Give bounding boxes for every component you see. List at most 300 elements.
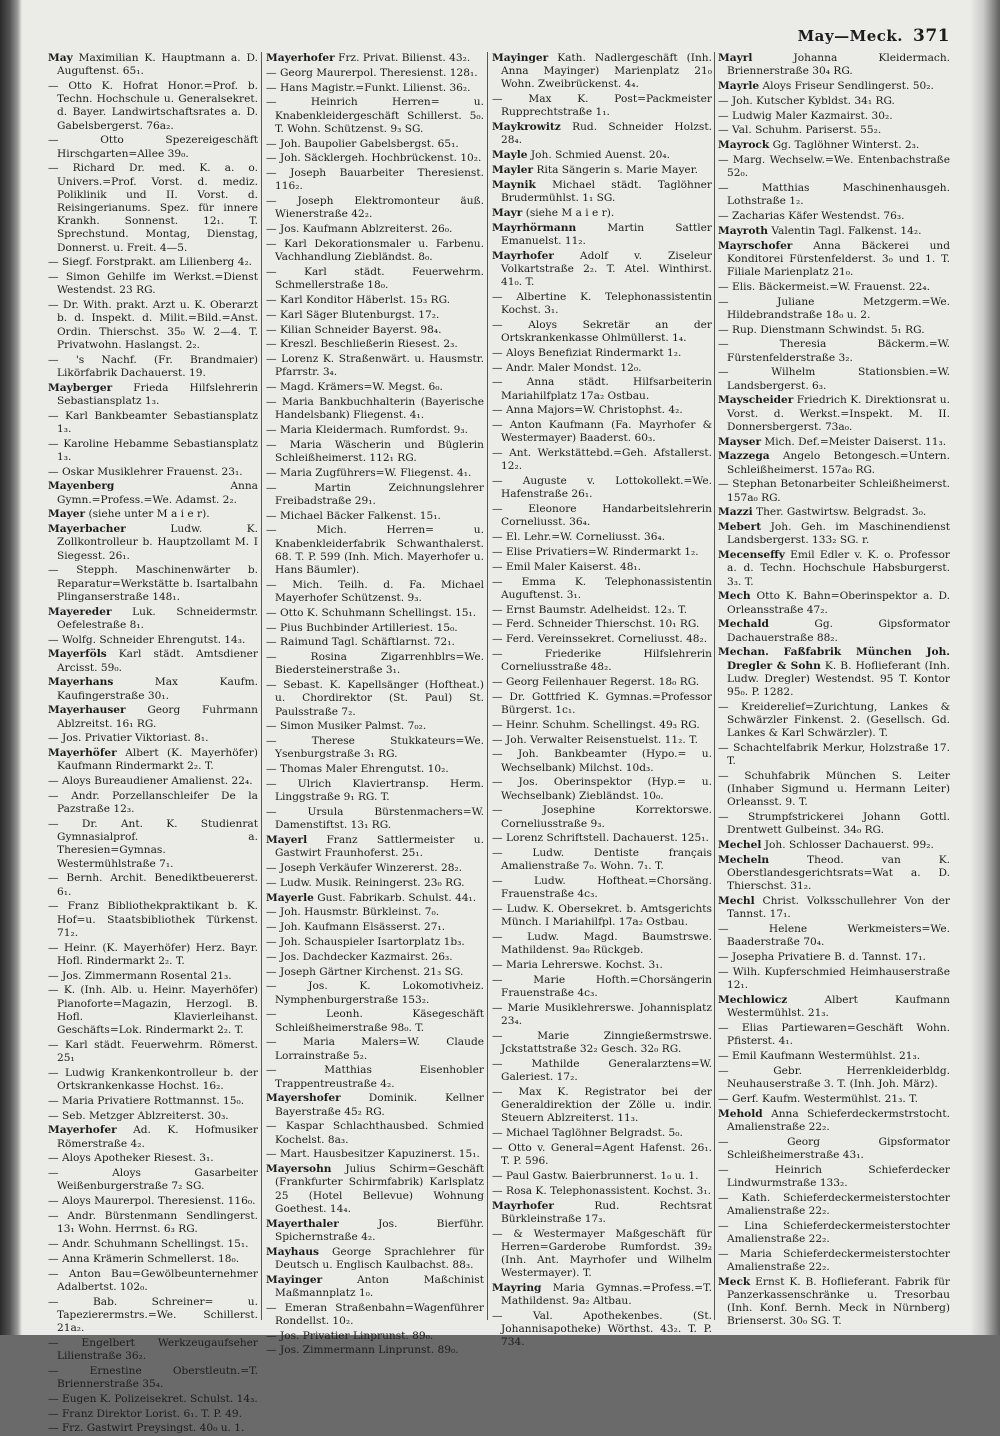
entry-text: — Simon Gehilfe im Werkst.=Dienst Westendst. 23 RG. bbox=[48, 271, 258, 297]
directory-entry bbox=[266, 720, 484, 733]
entry-text: Max Kaufm. Kaufingerstraße 30₁. bbox=[57, 676, 258, 702]
entry-text: — Michael Bäcker Falkenst. 15₁. bbox=[266, 509, 441, 522]
entry-text: — Karl Säger Blutenburgst. 17₂. bbox=[266, 308, 440, 321]
entry-text: Kath. Nadlergeschäft (Inh. Anna Mayinger) Marienplatz 21₀ Wohn. Zweibrückenst. 4₄. bbox=[501, 52, 712, 91]
entry-text: — Kilian Schneider Bayerst. 98₄. bbox=[266, 323, 442, 336]
entry-text: — Maria Zugführers=W. Fliegenst. 4₁. bbox=[266, 466, 472, 479]
entry-text: — Aloys Sekretär an der Ortskrankenkasse Ohlmüllerst. 1₄. bbox=[492, 318, 712, 344]
entry-surname: Mayrhofer bbox=[492, 249, 554, 262]
entry-text: — Joseph Verkäufer Winzererst. 28₂. bbox=[266, 861, 463, 874]
entry-text: — Franz Bibliothekpraktikant b. K. Hof=u. Staatsbibliothek Türkenst. 71₂. bbox=[48, 900, 258, 939]
entry-text: — Maria Lehrerswe. Kochst. 3₁. bbox=[492, 959, 663, 972]
entry-text: — Ferd. Vereinssekret. Corneliusst. 48₂. bbox=[492, 633, 708, 646]
directory-entry bbox=[266, 679, 484, 719]
directory-entry bbox=[266, 1330, 484, 1343]
directory-entry bbox=[48, 732, 258, 745]
directory-entry bbox=[492, 561, 712, 574]
entry-surname: Mayrschofer bbox=[718, 239, 793, 252]
directory-entry bbox=[48, 1408, 258, 1421]
entry-text: — Ernestine Oberstleutn.=T. Briennerstraße 35₄. bbox=[48, 1364, 258, 1391]
entry-text: — Michael Taglöhner Belgradst. 5₀. bbox=[492, 1127, 683, 1140]
entry-text: Anton Maßchinist Maßmannplatz 1₀. bbox=[275, 1273, 485, 1299]
directory-entry bbox=[266, 763, 484, 776]
entry-text: — Auguste v. Lottokollekt.=We. Hafenstraße 26₁. bbox=[492, 475, 712, 501]
entry-text: — Ludw. Magd. Baumstrswe. Mathildenst. 9a₀ Rückgeb. bbox=[492, 931, 712, 957]
entry-text: — Mathilde Generalarztens=W. Galeriest. 17₂. bbox=[492, 1057, 712, 1084]
entry-text: Frz. Privat. Bilienst. 43₂. bbox=[338, 52, 471, 64]
entry-surname: Mechel bbox=[718, 839, 762, 852]
entry-text: — Anton Bau=Gewölbeunternehmer Adalbertst. 102₀. bbox=[48, 1267, 258, 1293]
directory-entry bbox=[718, 1192, 950, 1218]
entry-text: — Strumpfstrickerei Johann Gottl. Drentwett Gulbeinst. 34₀ RG. bbox=[718, 811, 950, 837]
directory-entry bbox=[48, 942, 258, 968]
directory-entry bbox=[492, 1127, 712, 1140]
directory-entry bbox=[492, 475, 712, 501]
directory-entry bbox=[48, 1195, 258, 1208]
directory-entry bbox=[48, 134, 258, 160]
directory-entry bbox=[492, 847, 712, 873]
entry-surname: Mechl bbox=[718, 895, 755, 908]
entry-text: — Emma K. Telephonassistentin Auguftenst. 3₁. bbox=[492, 575, 712, 601]
directory-entry bbox=[266, 238, 484, 264]
directory-entry bbox=[718, 450, 950, 476]
directory-entry bbox=[48, 1238, 258, 1251]
entry-surname: Mayerhöfer bbox=[48, 747, 117, 760]
directory-entry bbox=[492, 618, 712, 631]
directory-entry bbox=[492, 1142, 712, 1168]
entry-text: — Bab. Schreiner= u. Tapezierermstrs.=We. Schillerst. 21a₂. bbox=[48, 1295, 258, 1335]
directory-entry bbox=[48, 1124, 258, 1150]
directory-entry bbox=[718, 1093, 950, 1106]
entry-text: — Jos. Oberinspektor (Hyp.= u. Wechselbank) Ziebländst. 10₀. bbox=[492, 776, 712, 802]
entry-text: (siehe unter M a i e r). bbox=[88, 508, 210, 521]
entry-text: — Jos. Kaufmann Ablzreiterst. 26₀. bbox=[266, 223, 453, 236]
entry-text: — Elis. Bäckermeist.=W. Frauenst. 22₄. bbox=[718, 280, 931, 293]
directory-entry bbox=[492, 149, 712, 162]
entry-surname: Maynik bbox=[492, 178, 536, 191]
directory-entry bbox=[718, 1220, 950, 1246]
entry-text: — Karl städt. Feuerwehrm. Schmellerstraße 18₀. bbox=[266, 265, 484, 292]
entry-text: — Aloys Bureaudiener Amalienst. 22₄. bbox=[48, 775, 253, 788]
entry-text: — Andr. Porzellanschleifer De la Pazstraße 12₃. bbox=[48, 790, 258, 816]
directory-entry bbox=[266, 1163, 484, 1216]
directory-entry bbox=[266, 607, 484, 620]
entry-text: — Elias Partiewaren=Geschäft Wohn. Pfisterst. 4₁. bbox=[718, 1021, 950, 1048]
directory-entry bbox=[492, 164, 712, 177]
directory-entry bbox=[266, 1036, 484, 1062]
directory-entry bbox=[492, 604, 712, 617]
entry-text: — Heinr. Schuhm. Schellingst. 49₃ RG. bbox=[492, 718, 700, 731]
entry-text: — Magd. Krämers=W. Megst. 6₀. bbox=[266, 381, 443, 394]
entry-text: Rud. Schneider Holzst. 28₄. bbox=[501, 121, 712, 147]
entry-surname: Mayerhans bbox=[48, 676, 114, 689]
directory-entry bbox=[266, 1218, 484, 1244]
directory-entry bbox=[266, 862, 484, 875]
directory-entry bbox=[266, 324, 484, 337]
entry-text: — Emil Maler Kaiserst. 48₁. bbox=[492, 560, 642, 573]
directory-entry bbox=[718, 182, 950, 208]
entry-text: Gg. Gipsformator Dachauerstraße 88₂. bbox=[727, 618, 950, 644]
directory-entry bbox=[266, 353, 484, 379]
entry-text: — Mich. Teilh. d. Fa. Michael Mayerhofer Schützenst. 9₃. bbox=[266, 578, 484, 604]
directory-entry bbox=[718, 124, 950, 137]
entry-text: — Rup. Dienstmann Schwindst. 5₁ RG. bbox=[718, 323, 925, 336]
directory-entry bbox=[266, 82, 484, 95]
entry-text: — Karl Konditor Häberlst. 15₃ RG. bbox=[266, 293, 451, 306]
directory-entry bbox=[492, 576, 712, 602]
entry-text: — Anna Krämerin Schmellerst. 18₀. bbox=[48, 1252, 240, 1265]
directory-entry bbox=[492, 52, 712, 92]
directory-entry bbox=[718, 951, 950, 964]
directory-entry bbox=[266, 806, 484, 832]
directory-entry bbox=[492, 1058, 712, 1084]
directory-entry bbox=[492, 503, 712, 529]
running-head-range: May—Meck. bbox=[797, 27, 903, 45]
entry-surname: Mechlowicz bbox=[718, 993, 788, 1006]
entry-text: Franz Sattlermeister u. Gastwirt Fraunhoferst. 25₁. bbox=[275, 833, 484, 860]
entry-text: — Ludw. Dentiste français Amalienstraße 7₀. Wohn. 7₁. T. bbox=[492, 847, 712, 873]
entry-surname: Mayscheider bbox=[718, 394, 794, 407]
entry-text: Ernst K. B. Hoflieferant. Fabrik für Panzerkassenschränke u. Tresorbau (Inh. Konf. Bernh. Meck in Nürnberg) Brienserst. 30₀ SG. T. bbox=[727, 1275, 950, 1328]
entry-text: — Anna städt. Hilfsarbeiterin Mariahilfplatz 17a₂ Ostbau. bbox=[492, 376, 712, 402]
entry-text: — Karl städt. Feuerwehrm. Römerst. 25₁ bbox=[48, 1038, 258, 1065]
directory-entry bbox=[718, 521, 950, 547]
entry-text: — Stephan Betonarbeiter Schleißheimerst. 157a₀ RG. bbox=[718, 478, 950, 504]
entry-text: — Mart. Hausbesitzer Kapuzinerst. 15₁. bbox=[266, 1148, 480, 1161]
directory-entry bbox=[492, 1200, 712, 1226]
directory-entry bbox=[492, 291, 712, 317]
entry-text: — Seb. Metzger Ablzreiterst. 30₃. bbox=[48, 1109, 229, 1122]
entry-text: — Aloys Benefiziat Rindermarkt 1₂. bbox=[492, 346, 682, 359]
directory-entry bbox=[48, 271, 258, 297]
entry-text: — Jos. Zimmermann Rosental 21₃. bbox=[48, 969, 232, 982]
entry-text: — Gebr. Herrenkleiderbldg. Neuhauserstraße 3. T. (Inh. Joh. März). bbox=[718, 1064, 950, 1090]
entry-text: — Marie Zinngießermstrswe. Jckstattstraße 32₂ Gesch. 32₀ RG. bbox=[492, 1029, 712, 1056]
entry-text: — Friederike Hilfslehrerin Corneliusstraße 48₂. bbox=[492, 647, 712, 674]
entry-text: Maximilian K. Hauptmann a. D. Auguftenst. 65₁. bbox=[57, 52, 258, 78]
entry-text: — Lorenz K. Straßenwärt. u. Hausmstr. Pfarrstr. 3₄. bbox=[266, 353, 484, 379]
directory-entry bbox=[266, 439, 484, 465]
directory-entry bbox=[266, 1008, 484, 1034]
entry-text: — Joh. Baupolier Gabelsbergst. 65₁. bbox=[266, 137, 459, 150]
directory-entry bbox=[48, 872, 258, 898]
entry-text: — Thomas Maler Ehrengutst. 10₂. bbox=[266, 763, 449, 776]
entry-text: — Ludwig Krankenkontrolleur b. der Ortskrankenkasse Hochst. 16₂. bbox=[48, 1066, 258, 1093]
entry-text: — Dr. With. prakt. Arzt u. K. Oberarzt b. d. Inspekt. d. Milit.=Bild.=Anst. Ordin. Thierschst. 35₀ W. 2—4. T. Privatwohn. Haslangst. 2₂. bbox=[48, 299, 258, 351]
entry-text: — Mich. Herren= u. Knabenkleiderfabrik Schwanthalerst. 68. T. P. 599 (Inh. Mich. Mayerhofer u. Hans Bäumler). bbox=[266, 524, 484, 576]
directory-entry bbox=[492, 1086, 712, 1126]
directory-entry bbox=[48, 704, 258, 730]
directory-entry bbox=[492, 633, 712, 646]
directory-entry bbox=[718, 923, 950, 949]
entry-text: — Joh. Säcklergeh. Hochbrückenst. 10₂. bbox=[266, 152, 482, 165]
directory-entry bbox=[718, 742, 950, 768]
directory-column-2 bbox=[266, 52, 485, 1357]
entry-text: — Juliane Metzgerm.=We. Hildebrandstraße 18₀ u. 2. bbox=[718, 295, 950, 321]
entry-text: Friedrich K. Direktionsrat u. Vorst. d. Werkst.=Inspekt. M. II. Donnersbergerst. 73a₀. bbox=[727, 394, 950, 433]
entry-text: — Marie Hofth.=Chorsängerin Frauenstraße 4c₃. bbox=[492, 973, 712, 1000]
entry-surname: Mech bbox=[718, 590, 751, 603]
entry-text: — Lorenz Schriftstell. Dachauerst. 125₁. bbox=[492, 832, 709, 845]
entry-text: — Maria Kleidermach. Rumfordst. 9₃. bbox=[266, 423, 468, 436]
entry-text: Albert Kaufmann Westermühlst. 21₃. bbox=[727, 993, 950, 1020]
entry-surname: Mayrhörmann bbox=[492, 221, 577, 234]
running-head bbox=[780, 26, 950, 46]
directory-entry bbox=[48, 747, 258, 773]
entry-text: — Heinr. (K. Mayerhöfer) Herz. Bayr. Hofl. Rindermarkt 2₂. T. bbox=[48, 941, 258, 967]
directory-entry bbox=[48, 1268, 258, 1294]
entry-text: — Joseph Bauarbeiter Theresienst. 116₂. bbox=[266, 167, 484, 193]
entry-text: — Stepph. Maschinenwärter b. Reparatur=Werkstätte b. Isartalbahn Plinganserstraße 148₁. bbox=[48, 564, 258, 603]
directory-entry bbox=[718, 296, 950, 322]
directory-entry bbox=[492, 931, 712, 957]
entry-text: — Zacharias Käfer Westendst. 76₃. bbox=[718, 209, 905, 222]
directory-entry bbox=[266, 877, 484, 890]
directory-entry bbox=[492, 1282, 712, 1308]
entry-text: Valentin Tagl. Falkenst. 14₂. bbox=[771, 224, 922, 237]
directory-entry bbox=[492, 748, 712, 774]
entry-text: — Joh. Verwalter Reisenstuelst. 11₂. T. bbox=[492, 733, 698, 746]
directory-entry bbox=[718, 506, 950, 519]
directory-entry bbox=[266, 778, 484, 804]
entry-text: Anna Gymn.=Profess.=We. Adamst. 2₂. bbox=[57, 480, 258, 506]
entry-text: Martin Sattler Emanuelst. 11₂. bbox=[501, 221, 712, 247]
page-edge-shadow bbox=[970, 0, 1000, 1335]
entry-text: (siehe M a i e r). bbox=[525, 206, 615, 219]
entry-text: Frieda Hilfslehrerin Sebastiansplatz 1₃. bbox=[57, 381, 258, 407]
entry-text: Gust. Fabrikarb. Schulst. 44₁. bbox=[317, 891, 477, 904]
directory-entry bbox=[718, 1276, 950, 1329]
entry-text: — Oskar Musiklehrer Frauenst. 23₁. bbox=[48, 465, 243, 478]
entry-text: Luk. Schneidermstr. Oefelestraße 8₁. bbox=[57, 605, 258, 631]
entry-surname: Mayinger bbox=[492, 52, 549, 64]
entry-surname: Mayerbacher bbox=[48, 523, 126, 536]
entry-surname: Mayr bbox=[492, 206, 523, 219]
entry-text: — Georg Gipsformator Schleißheimerstraße 43₁. bbox=[718, 1135, 950, 1161]
directory-entry bbox=[718, 324, 950, 337]
entry-text: Michael städt. Taglöhner Brudermühlst. 1₁ SG. bbox=[501, 178, 712, 204]
directory-entry bbox=[718, 80, 950, 93]
directory-entry bbox=[718, 854, 950, 894]
directory-entry bbox=[266, 1246, 484, 1272]
entry-text: — Emeran Straßenbahn=Wagenführer Rondellst. 10₂. bbox=[266, 1301, 484, 1327]
entry-text: Dominik. Kellner Bayerstraße 45₂ RG. bbox=[275, 1092, 484, 1118]
entry-surname: Mayer bbox=[48, 508, 86, 521]
directory-entry bbox=[48, 410, 258, 436]
entry-text: — Matthias Maschinenhausgeh. Lothstraße 1₂. bbox=[718, 181, 950, 208]
entry-surname: Mechan. Faßfabrik München Joh. Dregler & Sohn bbox=[718, 646, 950, 672]
directory-entry bbox=[48, 984, 258, 1037]
entry-text: Mich. Def.=Meister Daiserst. 11₃. bbox=[764, 435, 947, 448]
entry-text: George Sprachlehrer für Deutsch u. Englisch Kaulbachst. 88₃. bbox=[275, 1245, 484, 1271]
directory-entry bbox=[266, 1064, 484, 1090]
directory-entry bbox=[48, 1422, 258, 1435]
entry-surname: Mehold bbox=[718, 1107, 763, 1120]
entry-text: — Rosa K. Telephonassistent. Kochst. 3₁. bbox=[492, 1184, 711, 1197]
directory-entry bbox=[266, 266, 484, 292]
entry-text: — Therese Stukkateurs=We. Ysenburgstraße 3₁ RG. bbox=[266, 735, 484, 761]
column-rule bbox=[487, 52, 488, 1320]
entry-text: — Ant. Werkstättebd.=Geh. Afstallerst. 12₂. bbox=[492, 447, 712, 473]
directory-entry bbox=[48, 299, 258, 352]
directory-entry bbox=[48, 676, 258, 702]
entry-text: Georg Fuhrmann Ablzreitst. 16₁ RG. bbox=[57, 704, 259, 730]
directory-entry bbox=[266, 622, 484, 635]
directory-entry bbox=[266, 906, 484, 919]
entry-surname: Maykrowitz bbox=[492, 121, 561, 134]
entry-text: Julius Schirm=Geschäft (Frankfurter Schirmfabrik) Karlsplatz 25 (Hotel Bellevue) Wohnung Goethest. 14₄. bbox=[275, 1163, 485, 1215]
directory-entry bbox=[266, 138, 484, 151]
entry-text: — Eleonore Handarbeitslehrerin Corneliusst. 36₄. bbox=[492, 503, 712, 529]
directory-entry bbox=[266, 309, 484, 322]
directory-entry bbox=[718, 210, 950, 223]
entry-text: — Max K. Registrator bei der Generaldirektion der Zölle u. indir. Steuern Ablzreiterst. 11₃. bbox=[492, 1085, 712, 1125]
directory-entry bbox=[48, 354, 258, 380]
entry-text: — Ludwig Maler Kazmairst. 30₂. bbox=[718, 109, 893, 122]
directory-entry bbox=[718, 1022, 950, 1048]
directory-entry bbox=[718, 1065, 950, 1091]
entry-text: — Franz Direktor Lorist. 6₁. T. P. 49. bbox=[48, 1407, 242, 1420]
directory-entry bbox=[48, 818, 258, 871]
directory-entry bbox=[48, 1296, 258, 1336]
entry-text: — Maria Schieferdeckermeisterstochter Amalienstraße 22₂. bbox=[718, 1247, 950, 1273]
entry-surname: Mayerhofer bbox=[48, 1124, 117, 1137]
entry-text: — Otto Spezereigeschäft Hirschgarten=Allee 39₀. bbox=[48, 134, 258, 160]
directory-entry bbox=[718, 701, 950, 741]
directory-entry bbox=[48, 1110, 258, 1123]
directory-entry bbox=[48, 564, 258, 604]
directory-entry bbox=[48, 1365, 258, 1391]
directory-entry bbox=[266, 52, 484, 65]
directory-entry bbox=[492, 648, 712, 674]
entry-text: — Joseph Gärtner Kirchenst. 21₃ SG. bbox=[266, 965, 464, 978]
entry-text: — Emil Kaufmann Westermühlst. 21₃. bbox=[718, 1049, 921, 1062]
directory-entry bbox=[266, 467, 484, 480]
directory-entry bbox=[492, 347, 712, 360]
directory-entry bbox=[492, 959, 712, 972]
directory-entry bbox=[718, 994, 950, 1020]
directory-entry bbox=[266, 735, 484, 761]
entry-text: — Albertine K. Telephonassistentin Kochst. 3₁. bbox=[492, 290, 712, 316]
directory-entry bbox=[48, 382, 258, 408]
entry-text: — Aloys Maurerpol. Theresienst. 116₀. bbox=[48, 1195, 256, 1208]
entry-surname: Mayenberg bbox=[48, 480, 115, 493]
entry-text: — Andr. Maler Mondst. 12₀. bbox=[492, 361, 642, 374]
entry-surname: Mayinger bbox=[266, 1273, 323, 1286]
directory-entry bbox=[718, 154, 950, 180]
entry-text: — Ursula Bürstenmachers=W. Damenstiftst. 13₁ RG. bbox=[266, 805, 484, 832]
directory-entry bbox=[48, 900, 258, 940]
directory-entry bbox=[718, 281, 950, 294]
entry-text: Johanna Kleidermach. Briennerstraße 30₄ RG. bbox=[727, 52, 951, 78]
entry-text: — Hans Magistr.=Funkt. Lilienst. 36₂. bbox=[266, 81, 471, 94]
directory-entry bbox=[48, 775, 258, 788]
entry-text: Emil Edler v. K. o. Professor a. d. Techn. Hochschule Habsburgerst. 3₃. T. bbox=[727, 549, 950, 588]
directory-entry bbox=[266, 510, 484, 523]
entry-text: — Josephine Korrektorswe. Corneliusstraße 9₃. bbox=[492, 804, 712, 830]
entry-surname: Mayerthaler bbox=[266, 1217, 339, 1230]
entry-text: — 's Nachf. (Fr. Brandmaier) Likörfabrik Dachauerst. 19. bbox=[48, 353, 258, 379]
entry-text: — Max K. Post=Packmeister Rupprechtstraße 1₁. bbox=[492, 93, 712, 119]
directory-entry bbox=[492, 1310, 712, 1350]
directory-entry bbox=[48, 634, 258, 647]
entry-text: K. B. Hoflieferant (Inh. Ludw. Dregler) Westendst. 95 T. Kontor 95₀. P. 1282. bbox=[727, 659, 950, 698]
entry-text: — Andr. Bürstenmann Sendlingerst. 13₁ Wohn. Herrnst. 6₃ RG. bbox=[48, 1210, 258, 1236]
entry-text: Maria Gymnas.=Profess.=T. Mathildenst. 9a₂ Altbau. bbox=[501, 1281, 712, 1308]
entry-text: — Andr. Schuhmann Schellingst. 15₁. bbox=[48, 1238, 249, 1251]
directory-entry bbox=[492, 974, 712, 1000]
entry-text: — Ludw. K. Obersekret. b. Amtsgerichts Münch. I Mariahilfpl. 17a₂ Ostbau. bbox=[492, 903, 712, 929]
directory-entry bbox=[266, 951, 484, 964]
directory-entry bbox=[718, 436, 950, 449]
directory-column-3 bbox=[492, 52, 712, 1349]
entry-text: — Sebast. K. Kapellsänger (Hoftheat.) u. Chordirektor (St. Paul) St. Paulsstraße 7₂. bbox=[266, 679, 484, 718]
entry-text: — Jos. Privatier Viktoriast. 8₁. bbox=[48, 732, 209, 745]
directory-column-4 bbox=[718, 52, 951, 1328]
entry-text: — Wolfg. Schneider Ehrengutst. 14₃. bbox=[48, 633, 246, 646]
entry-text: — Schachtelfabrik Merkur, Holzstraße 17. T. bbox=[718, 741, 950, 768]
entry-surname: Mazzi bbox=[718, 506, 753, 519]
entry-surname: Mayerhofer bbox=[266, 52, 335, 64]
directory-entry bbox=[48, 1039, 258, 1065]
directory-entry bbox=[492, 546, 712, 559]
entry-text: — Ludw. Hoftheat.=Chorsäng. Frauenstraße 4c₃. bbox=[492, 875, 712, 901]
entry-text: Theod. van K. Oberstlandesgerichtsrats=Wat a. D. Thierschst. 31₂. bbox=[727, 853, 950, 893]
directory-entry bbox=[266, 1274, 484, 1300]
directory-entry bbox=[266, 936, 484, 949]
directory-entry bbox=[718, 895, 950, 921]
entry-text: Anna Schieferdeckermstrstocht. Amalienstraße 22₂. bbox=[727, 1107, 950, 1133]
entry-text: — Dr. Ant. K. Studienrat Gymnasialprof. a. Theresien=Gymnas. Westermühlstraße 7₁. bbox=[48, 818, 258, 870]
entry-text: — Kaspar Schlachthausbed. Schmied Kochelst. 8a₃. bbox=[266, 1120, 484, 1146]
directory-entry bbox=[718, 590, 950, 616]
directory-entry bbox=[492, 903, 712, 929]
entry-text: Adolf v. Ziseleur Volkartstraße 2₂. T. Atel. Winthirst. 41₀. T. bbox=[501, 249, 712, 288]
entry-text: — Val. Schuhm. Pariserst. 55₂. bbox=[718, 124, 882, 137]
directory-entry bbox=[266, 980, 484, 1006]
directory-entry bbox=[718, 811, 950, 837]
directory-entry bbox=[48, 162, 258, 254]
directory-entry bbox=[48, 1393, 258, 1406]
directory-entry bbox=[492, 419, 712, 445]
entry-text: — Joh. Hausmstr. Bürkleinst. 7₀. bbox=[266, 906, 440, 919]
directory-entry bbox=[48, 790, 258, 816]
directory-entry bbox=[492, 121, 712, 147]
entry-text: — Ferd. Schneider Thierschst. 10₁ RG. bbox=[492, 618, 700, 631]
column-rule bbox=[714, 52, 715, 1320]
directory-entry bbox=[492, 1002, 712, 1028]
entry-surname: Mayring bbox=[492, 1281, 542, 1294]
entry-surname: Mayerföls bbox=[48, 648, 107, 661]
entry-text: — Eugen K. Polizeisekret. Schulst. 14₃. bbox=[48, 1392, 258, 1405]
entry-text: — Ulrich Klaviertransp. Herm. Linggstraße 9₁ RG. T. bbox=[266, 777, 484, 804]
directory-entry bbox=[492, 531, 712, 544]
directory-entry bbox=[492, 447, 712, 473]
directory-entry bbox=[266, 338, 484, 351]
entry-surname: May bbox=[48, 52, 73, 64]
directory-entry bbox=[718, 1050, 950, 1063]
entry-surname: Mecheln bbox=[718, 853, 770, 866]
entry-text: — Joh. Kutscher Kybldst. 34₁ RG. bbox=[718, 94, 895, 107]
entry-text: — Jos. Dachdecker Kazmairst. 26₃. bbox=[266, 950, 453, 963]
entry-text: — Simon Musiker Palmst. 7₀₂. bbox=[266, 720, 427, 733]
entry-surname: Mayler bbox=[492, 164, 534, 176]
entry-text: — Otto K. Schuhmann Schellingst. 15₁. bbox=[266, 606, 477, 619]
entry-surname: Mebert bbox=[718, 521, 762, 534]
directory-entry bbox=[48, 438, 258, 464]
entry-text: Rita Sängerin s. Marie Mayer. bbox=[536, 164, 698, 176]
directory-entry bbox=[48, 256, 258, 269]
